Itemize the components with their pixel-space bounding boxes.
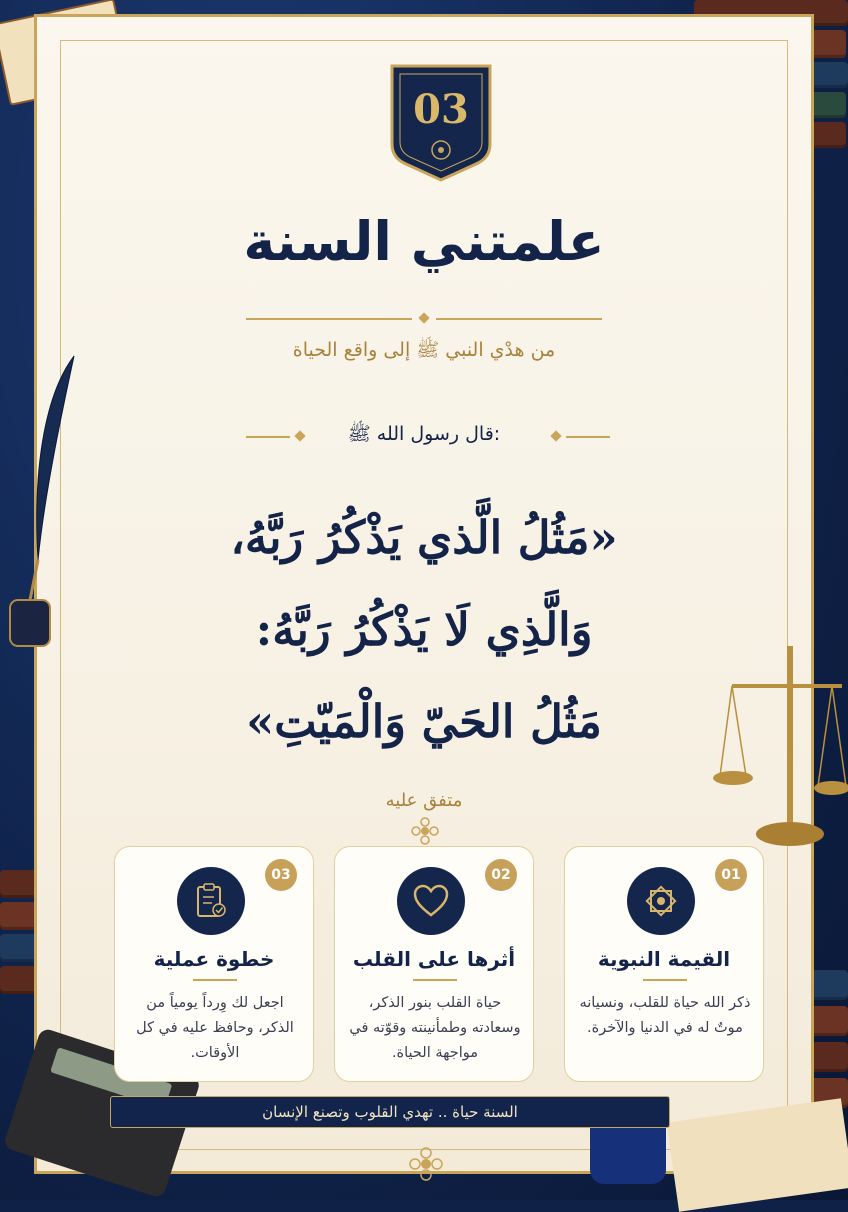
bottom-flower-ornament-icon — [408, 1146, 444, 1182]
card-title: أثرها على القلب — [352, 947, 516, 971]
divider-left — [246, 318, 412, 320]
hadith-source: متفق عليه — [385, 790, 463, 811]
card-prophetic-value — [564, 846, 764, 1082]
card-text: اجعل لك وِرداً يومياً من الذكر، وحافظ عليه في كل الأوقات. — [136, 995, 294, 1061]
card-number: 03 — [265, 859, 297, 891]
card-practical-step — [114, 846, 314, 1082]
hadith-intro: قال رسول الله ﷺ: — [347, 423, 501, 445]
badge-number: 03 — [413, 86, 469, 133]
card-title: القيمة النبوية — [597, 947, 731, 971]
divider-right — [436, 318, 602, 320]
page-title: علمتني السنة — [243, 210, 605, 273]
card-text: ذكر الله حياة للقلب، ونسيانه موتٌ له في الدنيا والآخرة. — [579, 995, 751, 1036]
card-number: 01 — [715, 859, 747, 891]
star-ornament-icon — [627, 867, 695, 935]
hadith-text — [0, 492, 848, 768]
card-title-underline — [193, 979, 237, 981]
lead-line-right — [566, 436, 610, 438]
card-title-underline — [643, 979, 687, 981]
hadith-line-2: وَالَّذِي لَا يَذْكُرُ رَبَّهُ: — [255, 603, 593, 656]
card-text: حياة القلب بنور الذكر، وسعادته وطمأنينته وقوّته في مواجهة الحياة. — [349, 995, 521, 1061]
heart-icon — [397, 867, 465, 935]
card-heart-effect — [334, 846, 534, 1082]
hadith-line-1: «مَثُلُ الَّذي يَذْكُرُ رَبَّهُ، — [230, 511, 618, 564]
card-title-underline — [413, 979, 457, 981]
checklist-icon — [177, 867, 245, 935]
subtitle: من هدْي النبي ﷺ إلى واقع الحياة — [292, 339, 556, 361]
card-title: خطوة عملية — [153, 947, 275, 971]
card-number: 02 — [485, 859, 517, 891]
footer-text: السنة حياة .. تهدي القلوب وتصنع الإنسان — [262, 1103, 518, 1121]
footer-banner — [110, 1096, 670, 1128]
hadith-line-3: مَثُلُ الحَيّ وَالْمَيّتِ» — [246, 695, 602, 748]
flower-ornament-icon — [410, 816, 440, 846]
